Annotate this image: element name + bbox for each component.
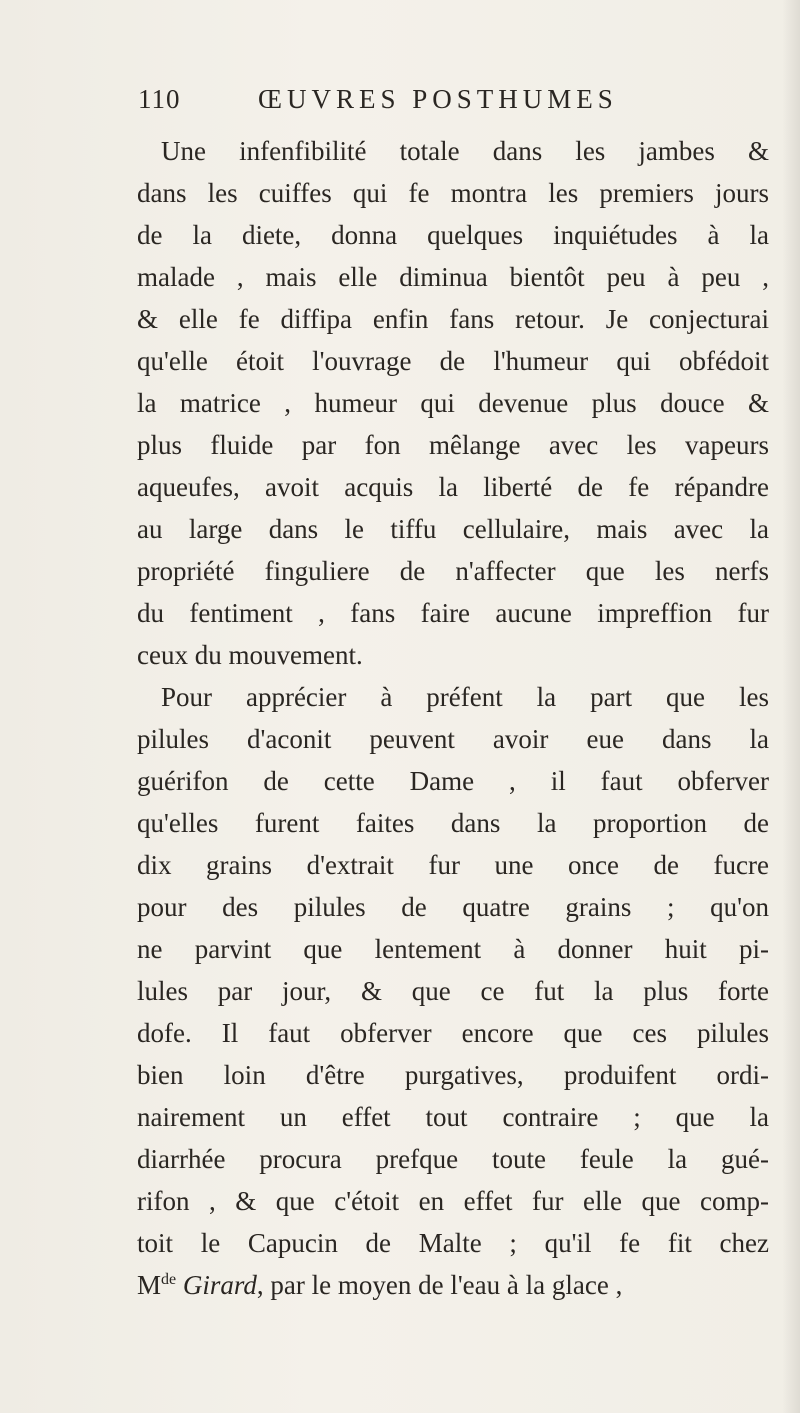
- text-line: de la diete, donna quelques inquiétudes à la: [137, 220, 769, 250]
- text-line: Une infenfibilité totale dans les jambes &: [161, 136, 769, 166]
- text-line: toit le Capucin de Malte ; qu'il fe fit chez: [137, 1228, 769, 1258]
- text-line: qu'elles furent faites dans la proportion de: [137, 808, 769, 838]
- last-text-line: [137, 1264, 769, 1306]
- running-title: ŒUVRES POSTHUMES: [258, 84, 618, 114]
- text-line: rifon , & que c'étoit en effet fur elle que comp-: [137, 1186, 769, 1216]
- text-line: plus fluide par fon mêlange avec les vapeurs: [137, 430, 769, 460]
- line-remainder: , par le moyen de l'eau à la glace ,: [256, 1270, 623, 1300]
- text-line: dix grains d'extrait fur une once de fucre: [137, 850, 769, 880]
- text-line: aqueufes, avoit acquis la liberté de fe répandre: [137, 472, 769, 502]
- text-line: la matrice , humeur qui devenue plus douce &: [137, 388, 769, 418]
- text-line: qu'elle étoit l'ouvrage de l'humeur qui obfédoit: [137, 346, 769, 376]
- paragraph-end-line: ceux du mouvement.: [137, 640, 363, 670]
- text-line: pour des pilules de quatre grains ; qu'on: [137, 892, 769, 922]
- text-line: nairement un effet tout contraire ; que la: [137, 1102, 769, 1132]
- page-number: 110: [138, 84, 181, 114]
- text-line: ne parvint que lentement à donner huit pi-: [137, 934, 769, 964]
- page-edge-shadow: [782, 0, 800, 1413]
- text-line: du fentiment , fans faire aucune impreffion fur: [137, 598, 769, 628]
- text-line: dofe. Il faut obferver encore que ces pilules: [137, 1018, 769, 1048]
- title-abbreviation: Mde: [137, 1270, 177, 1300]
- paragraph-start-line: Pour apprécier à préfent la part que les: [161, 682, 769, 712]
- text-line: malade , mais elle diminua bientôt peu à peu ,: [137, 262, 769, 292]
- text-line: diarrhée procura prefque toute feule la gué-: [137, 1144, 769, 1174]
- text-line: guérifon de cette Dame , il faut obferver: [137, 766, 769, 796]
- text-line: bien loin d'être purgatives, produifent ordi-: [137, 1060, 769, 1090]
- text-line: dans les cuiffes qui fe montra les premiers jours: [137, 178, 769, 208]
- text-line: lules par jour, & que ce fut la plus forte: [137, 976, 769, 1006]
- running-header: [138, 84, 778, 124]
- text-line: pilules d'aconit peuvent avoir eue dans la: [137, 724, 769, 754]
- text-line: au large dans le tiffu cellulaire, mais avec la: [137, 514, 769, 544]
- text-line: propriété finguliere de n'affecter que les nerfs: [137, 556, 769, 586]
- person-name: Girard: [182, 1270, 257, 1300]
- text-line: & elle fe diffipa enfin fans retour. Je conjecturai: [137, 304, 769, 334]
